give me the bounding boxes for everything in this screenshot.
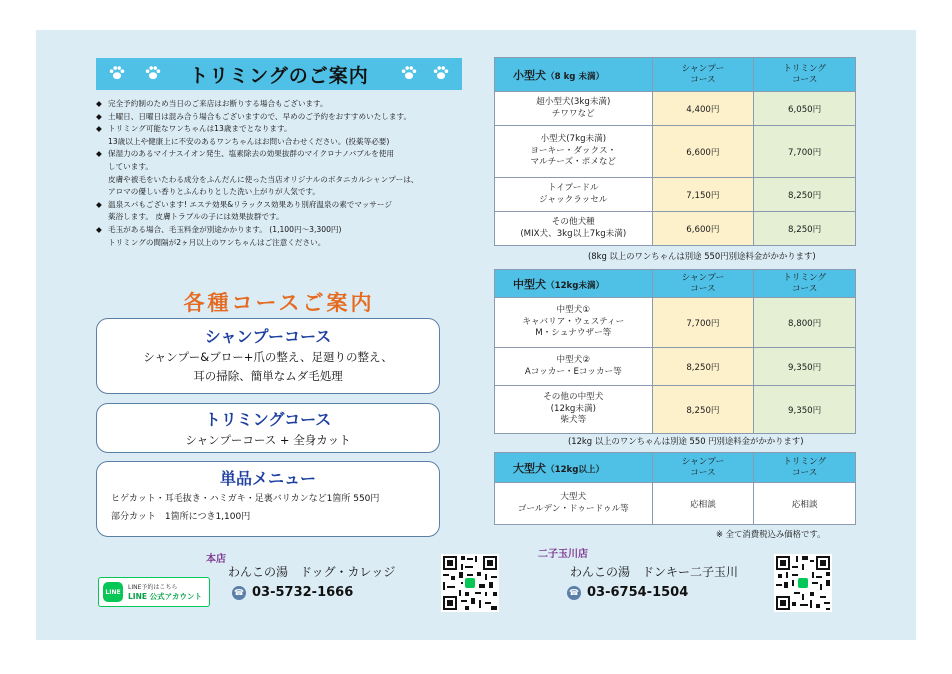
note-text: 13歳以上や健康上に不安のあるワンちゃんはお問い合わせください。(投薬等必要) bbox=[108, 136, 390, 146]
breed-text: ヨーキー・ダックス・ bbox=[530, 145, 617, 156]
trimming-price: 8,800円 bbox=[754, 298, 856, 348]
medium-dog-note: (12kg 以上のワンちゃんは別途 550 円別途料金がかかります) bbox=[568, 436, 804, 446]
line-official-account-button[interactable] bbox=[98, 577, 210, 607]
large-dog-price-table bbox=[494, 452, 856, 525]
courses-heading: 各種コースご案内 bbox=[183, 291, 375, 315]
trimming-price: 9,350円 bbox=[754, 348, 856, 386]
breed-cell bbox=[495, 483, 653, 525]
bullet: ◆ bbox=[96, 111, 102, 121]
size-sub: （12kg未満） bbox=[546, 280, 605, 291]
breed-text: チワワなど bbox=[551, 108, 595, 119]
breed-text: ゴールデン・ドゥードゥル等 bbox=[517, 503, 629, 514]
note-text: 保湿力のあるマイナスイオン発生、塩素除去の効果抜群のマイクロナノバブルを使用 bbox=[108, 149, 394, 159]
trimming-price: 6,050円 bbox=[754, 92, 856, 126]
table-row bbox=[495, 386, 856, 434]
trimming-price: 応相談 bbox=[754, 483, 856, 525]
course-box-single-menu bbox=[96, 461, 440, 537]
breed-text: Aコッカー・Eコッカー等 bbox=[524, 366, 622, 377]
col-header-trimming bbox=[754, 58, 856, 92]
bullet: ◆ bbox=[96, 124, 102, 134]
col-header-text: コース bbox=[690, 467, 716, 478]
line-badge-main: LINE 公式アカウント bbox=[128, 592, 203, 601]
col-header-shampoo bbox=[652, 58, 754, 92]
note-text: 土曜日、日曜日は混み合う場合もございますので、早めのご予約をおすすめいたします。 bbox=[108, 111, 412, 121]
note-text: 完全予約制のため当日のご来店はお断りする場合もございます。 bbox=[108, 99, 328, 108]
size-label: 大型犬 bbox=[513, 461, 546, 475]
breed-text: キャバリア・ウェスティー bbox=[522, 316, 625, 327]
col-header-trimming bbox=[754, 453, 856, 483]
note-text: アロマの優しい香りとふんわりとした洗い上がりが人気です。 bbox=[108, 187, 321, 197]
paw-icon bbox=[144, 64, 162, 82]
line-badge-top: LINE予約はこちら bbox=[128, 584, 178, 591]
table-row bbox=[495, 483, 856, 525]
table-row bbox=[495, 92, 856, 126]
breed-cell bbox=[495, 348, 653, 386]
breed-cell bbox=[495, 126, 653, 178]
course-box-trimming bbox=[96, 403, 440, 453]
shampoo-price: 7,150円 bbox=[652, 178, 754, 212]
breed-text: 大型犬 bbox=[560, 492, 587, 502]
paw-icon bbox=[400, 64, 418, 82]
trimming-price: 7,700円 bbox=[754, 126, 856, 178]
breed-text: トイプードル bbox=[547, 183, 599, 193]
col-header-text: コース bbox=[690, 74, 716, 85]
breed-text: 中型犬① bbox=[556, 305, 591, 316]
breed-cell bbox=[495, 386, 653, 434]
table-header-row bbox=[495, 453, 856, 483]
breed-text: マルチーズ・ポメなど bbox=[530, 157, 617, 168]
note-item bbox=[96, 111, 476, 124]
breed-text: 柴犬等 bbox=[560, 415, 587, 426]
col-header-text: コース bbox=[791, 283, 818, 294]
col-header-text: シャンプー bbox=[681, 272, 725, 283]
col-header-shampoo bbox=[652, 453, 754, 483]
page-title: トリミングのご案内 bbox=[189, 64, 369, 87]
breed-cell bbox=[495, 178, 653, 212]
course-desc: シャンプーコース + 全身カット bbox=[185, 433, 351, 447]
table-row bbox=[495, 298, 856, 348]
note-item bbox=[96, 123, 476, 136]
table-header-row bbox=[495, 58, 856, 92]
table-header-row bbox=[495, 270, 856, 298]
qr-code-icon[interactable] bbox=[441, 554, 499, 612]
small-dog-note: (8kg 以上のワンちゃんは別途 550円別途料金がかかります) bbox=[588, 251, 816, 261]
breed-text: M・シュナウザー等 bbox=[535, 328, 612, 339]
medium-dog-price-table bbox=[494, 269, 856, 434]
breed-cell bbox=[495, 298, 653, 348]
note-text: 薬浴します。 皮膚トラブルの子には効果抜群です。 bbox=[108, 212, 284, 222]
shampoo-price: 応相談 bbox=[652, 483, 754, 525]
note-text: 皮膚や被毛をいたわる成分をふんだんに使った当店オリジナルのボタニカルシャンプーは、 bbox=[108, 174, 419, 184]
shampoo-price: 6,600円 bbox=[652, 212, 754, 246]
shampoo-price: 6,600円 bbox=[652, 126, 754, 178]
col-header-text: コース bbox=[791, 467, 818, 478]
note-text: トリミング可能なワンちゃんは13歳までとなります。 bbox=[108, 124, 292, 134]
col-header-shampoo bbox=[652, 270, 754, 298]
phone-icon: ☎ bbox=[567, 586, 581, 600]
col-header-text: コース bbox=[690, 283, 716, 294]
col-header-text: トリミング bbox=[783, 272, 827, 283]
breed-text: (12kg未満) bbox=[550, 403, 596, 414]
phone-number: 03-6754-1504 bbox=[587, 585, 689, 600]
size-label: 中型犬 bbox=[513, 277, 546, 291]
qr-code-icon[interactable] bbox=[774, 554, 832, 612]
size-label: 小型犬 bbox=[513, 68, 546, 82]
col-header-text: トリミング bbox=[783, 456, 827, 467]
col-header-text: トリミング bbox=[783, 63, 827, 74]
store-label: 二子玉川店 bbox=[538, 549, 588, 560]
store-phone[interactable] bbox=[567, 585, 688, 600]
breed-text: (MIX犬、3kg以上7kg未満) bbox=[520, 228, 627, 239]
breed-text: 超小型犬(3kg未満) bbox=[536, 97, 611, 107]
breed-text: 小型犬(7kg未満) bbox=[540, 134, 607, 145]
shampoo-price: 7,700円 bbox=[652, 298, 754, 348]
trimming-price: 8,250円 bbox=[754, 178, 856, 212]
breed-text: ジャックラッセル bbox=[539, 194, 608, 205]
note-item bbox=[96, 98, 476, 111]
table-title-cell bbox=[495, 453, 653, 483]
note-item bbox=[96, 148, 476, 161]
trimming-price: 8,250円 bbox=[754, 212, 856, 246]
store-name: わんこの湯 ドッグ・カレッジ bbox=[228, 565, 396, 579]
course-title: トリミングコース bbox=[204, 410, 332, 429]
table-row bbox=[495, 212, 856, 246]
table-title-cell bbox=[495, 58, 653, 92]
breed-text: 中型犬② bbox=[556, 355, 591, 365]
tax-note: ※ 全て消費税込み価格です。 bbox=[716, 529, 826, 539]
store-name: わんこの湯 ドンキー二子玉川 bbox=[570, 565, 739, 579]
store-phone[interactable] bbox=[232, 585, 353, 600]
shampoo-price: 8,250円 bbox=[652, 386, 754, 434]
col-header-text: コース bbox=[791, 74, 818, 85]
line-logo-icon: LINE bbox=[103, 582, 123, 602]
col-header-text: シャンプー bbox=[681, 456, 725, 467]
col-header-trimming bbox=[754, 270, 856, 298]
trimming-price: 9,350円 bbox=[754, 386, 856, 434]
size-sub: （8 kg 未満） bbox=[546, 71, 605, 82]
breed-cell bbox=[495, 92, 653, 126]
breed-text: その他犬種 bbox=[551, 217, 595, 227]
table-row bbox=[495, 348, 856, 386]
shampoo-price: 8,250円 bbox=[652, 348, 754, 386]
bullet: ◆ bbox=[96, 149, 102, 159]
course-desc: 部分カット 1箇所につき1,100円 bbox=[111, 512, 251, 522]
bullet: ◆ bbox=[96, 199, 102, 209]
bullet: ◆ bbox=[96, 99, 102, 108]
table-row bbox=[495, 178, 856, 212]
shampoo-price: 4,400円 bbox=[652, 92, 754, 126]
col-header-text: シャンプー bbox=[681, 63, 725, 74]
phone-number: 03-5732-1666 bbox=[252, 585, 354, 600]
table-row bbox=[495, 126, 856, 178]
note-text: トリミングの間隔が2ヶ月以上のワンちゃんはご注意ください。 bbox=[108, 237, 326, 247]
small-dog-price-table bbox=[494, 57, 856, 246]
course-desc: 耳の掃除、簡単なムダ毛処理 bbox=[193, 369, 343, 383]
bullet: ◆ bbox=[96, 224, 102, 234]
phone-icon: ☎ bbox=[232, 586, 246, 600]
paw-icon bbox=[432, 64, 450, 82]
table-title-cell bbox=[495, 270, 653, 298]
note-item bbox=[96, 224, 476, 237]
notes-list bbox=[96, 98, 476, 249]
breed-cell bbox=[495, 212, 653, 246]
note-text: 毛玉がある場合、毛玉料金が別途かかります。 (1,100円～3,300円) bbox=[108, 224, 342, 234]
paw-icon bbox=[108, 64, 126, 82]
course-desc: ヒゲカット・耳毛抜き・ハミガキ・足裏バリカンなど1箇所 550円 bbox=[111, 494, 380, 504]
note-text: 温泉スパもございます! エステ効果&リラックス効果あり別府温泉の素でマッサージ bbox=[108, 199, 392, 209]
note-text: しています。 bbox=[108, 161, 153, 171]
breed-text: その他の中型犬 bbox=[543, 392, 604, 403]
course-box-shampoo bbox=[96, 318, 440, 394]
note-item bbox=[96, 199, 476, 212]
size-sub: （12kg以上） bbox=[546, 464, 605, 475]
course-title: シャンプーコース bbox=[204, 327, 332, 346]
line-badge-text bbox=[128, 583, 202, 601]
title-bar bbox=[96, 58, 462, 90]
course-title: 単品メニュー bbox=[219, 469, 316, 488]
store-label: 本店 bbox=[206, 554, 226, 565]
course-desc: シャンプー&ブロー+爪の整え、足廻りの整え、 bbox=[143, 350, 393, 364]
